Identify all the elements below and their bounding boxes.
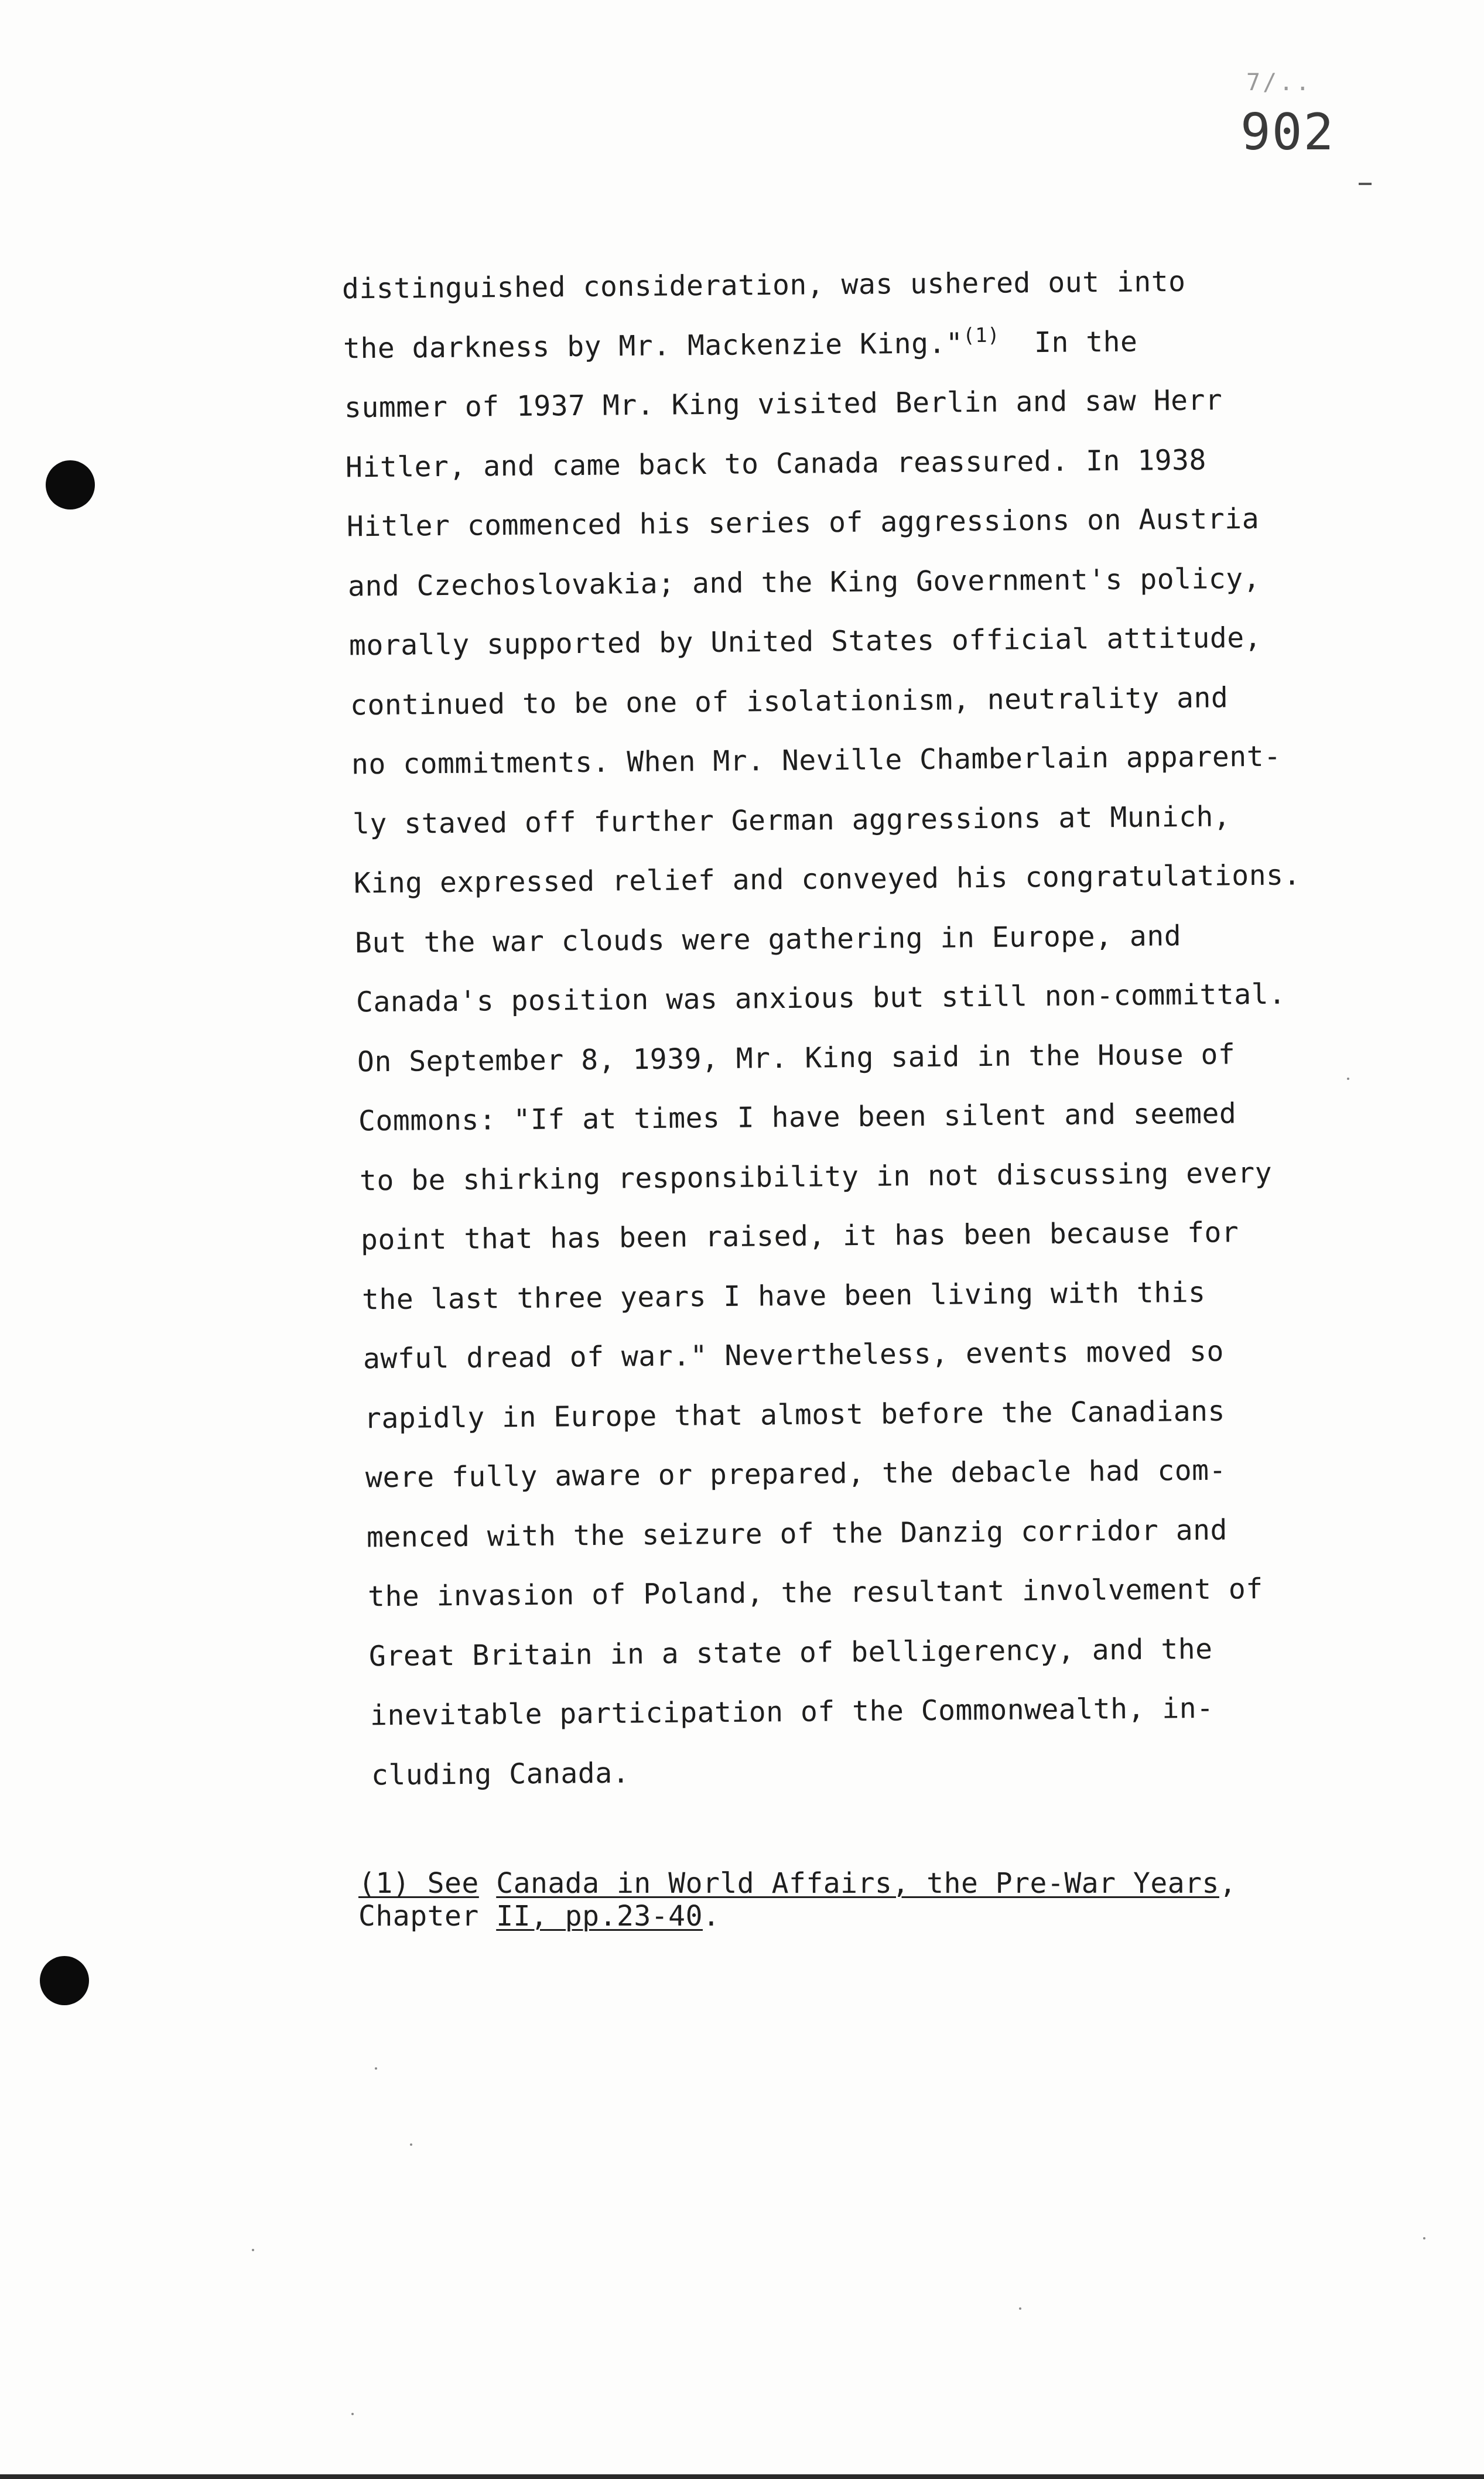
footnote-reference: (1) [963,323,1000,347]
body-line: no commitments. When Mr. Neville Chamberlain apparent- [351,740,1281,781]
footnote-marker: (1) See [358,1867,479,1900]
paper-speck [351,2413,354,2415]
paper-speck [252,2249,254,2251]
body-line: inevitable participation of the Commonwealth, in- [370,1691,1214,1732]
paper-speck [1019,2307,1021,2310]
body-text [342,255,1338,1801]
body-line: point that has been raised, it has been because for [360,1216,1239,1257]
body-line: distinguished consideration, was ushered out into [341,265,1186,306]
body-line: Hitler commenced his series of aggressions on Austria [346,502,1260,543]
body-line: were fully aware or prepared, the debacle had com- [365,1454,1227,1495]
body-line: On September 8, 1939, Mr. King said in the House of [357,1037,1236,1078]
body-line: rapidly in Europe that almost before the Canadians [364,1394,1226,1435]
body-line: the last three years I have been living with this [361,1276,1206,1316]
body-line: Hitler, and came back to Canada reassured. In 1938 [345,443,1207,484]
paper-speck [1423,2237,1425,2239]
body-line: But the war clouds were gathering in Europe, and [354,919,1182,959]
footnote-title: Canada in World Affairs, the Pre-War Years [496,1867,1219,1900]
body-line: King expressed relief and conveyed his congratulations. [353,859,1301,900]
paper-speck [1347,1078,1349,1080]
body-line: Great Britain in a state of belligerency, and the [368,1632,1213,1673]
body-line: to be shirking responsibility in not discussing every [359,1156,1273,1197]
scan-edge [0,2474,1484,2479]
body-line: awful dread of war." Nevertheless, events moved so [363,1335,1225,1376]
body-line: summer of 1937 Mr. King visited Berlin and saw Herr [344,384,1223,425]
body-line: cluding Canada. [371,1756,630,1791]
footnote: (1) See Canada in World Affairs, the Pre-War Years, Chapter II, pp.23-40. [358,1867,1237,1933]
body-line: morally supported by United States official attitude, [348,621,1262,662]
punch-hole-icon [46,460,95,510]
body-line: the darkness by Mr. Mackenzie King."$^{(1)}$ In the [343,323,1138,365]
punch-hole-icon [40,1956,89,2005]
page-number: 902 [1240,103,1335,162]
footnote-chapter-label: Chapter [358,1900,497,1933]
body-line: continued to be one of isolationism, neutrality and [350,681,1229,722]
body-line: menced with the seizure of the Danzig corridor and [366,1513,1228,1554]
paper-speck [375,2067,377,2070]
footnote-pages: II, pp.23-40 [496,1900,703,1933]
body-line: ly staved off further German aggressions at Munich, [352,799,1231,840]
margin-mark [1359,183,1372,185]
page-number-annotation: 7/.. [1246,69,1312,96]
body-line: the invasion of Poland, the resultant involvement of [367,1572,1263,1613]
body-line: Commons: "If at times I have been silent and seemed [358,1097,1237,1138]
body-line: Canada's position was anxious but still non-committal. [355,977,1286,1019]
body-line: and Czechoslovakia; and the King Government's policy, [347,562,1261,603]
paper-speck [410,2143,412,2146]
